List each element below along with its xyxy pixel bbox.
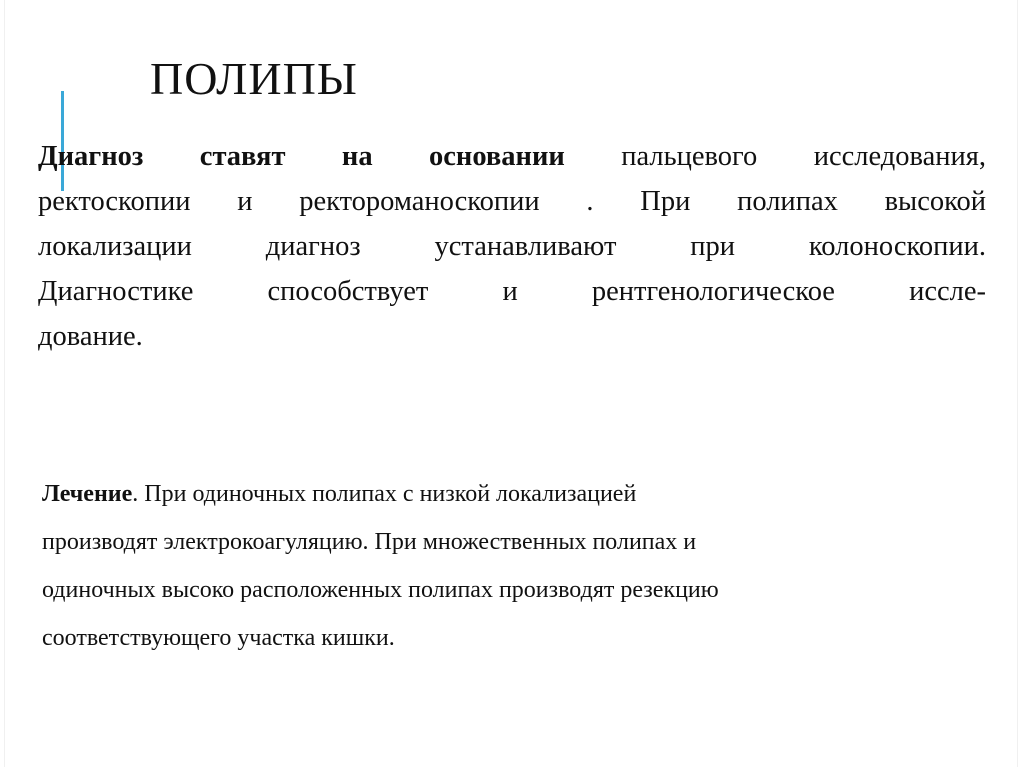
diagnosis-line: Диагностике способствует и рентгенологическое иссле- xyxy=(38,276,986,307)
treatment-paragraph xyxy=(42,470,962,662)
diagnosis-line xyxy=(38,134,986,179)
diagnosis-paragraph xyxy=(38,134,986,359)
treatment-line: одиночных высоко расположенных полипах производят резекцию xyxy=(42,577,719,603)
treatment-line: соответствующего участка кишки. xyxy=(42,625,395,651)
diagnosis-line: локализации диагноз устанавливают при колоноскопии. xyxy=(38,231,986,262)
diagnosis-text: пальцевого исследования, xyxy=(564,141,986,172)
treatment-line xyxy=(42,470,962,518)
treatment-text: . При одиночных полипах с низкой локализацией xyxy=(132,481,637,507)
diagnosis-line: дование. xyxy=(38,321,143,352)
treatment-line: производят электрокоагуляцию. При множественных полипах и xyxy=(42,529,697,555)
treatment-lead: Лечение xyxy=(42,481,133,507)
diagnosis-line: ректоскопии и ректороманоскопии . При полипах высокой xyxy=(38,186,986,217)
diagnosis-lead: Диагноз ставят на основании xyxy=(38,141,565,172)
slide-title: ПОЛИПЫ xyxy=(150,53,358,104)
